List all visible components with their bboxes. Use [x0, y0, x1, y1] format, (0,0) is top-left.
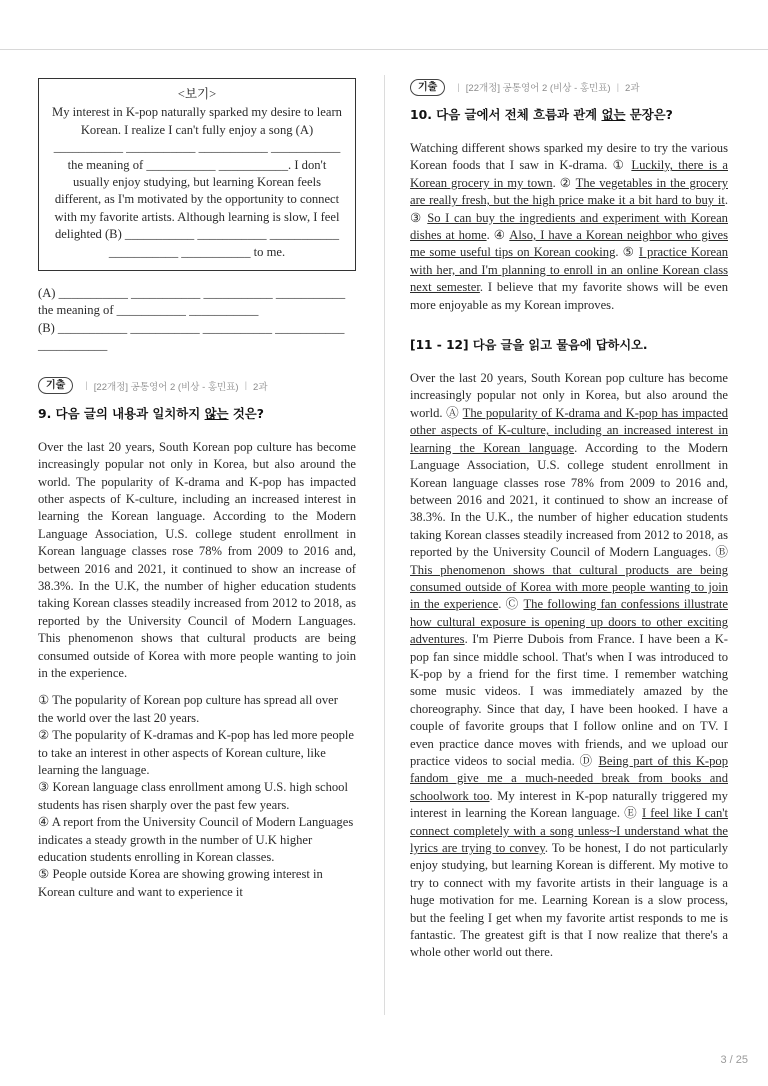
q11-text-6: . To be honest, I do not particularly enjoy studying, but learning Korean is different. My motive to try to connect with my favorite artists in their language is a huge motivation for me. Learning Korean is a slow process, but the feeling I get when my favorite artist responds to me is fantastic. The greatest gift is that I now realize that there's a whole other world out there. [410, 841, 728, 960]
q9-tag-source: [22개정] 공통영어 2 (비상 - 홍민표) [93, 381, 239, 393]
q10-text-4: . ④ [486, 228, 510, 243]
q10-underlined-5: I practice Korean with her, and I'm planning to enroll in an online Korean class next semester [410, 245, 728, 295]
tag-separator: | [616, 81, 620, 93]
q9-title-underlined: 않는 [204, 405, 229, 421]
q9-tag [38, 377, 356, 395]
q9-option-3: ③ Korean language class enrollment among U.S. high school students has risen sharply over the past few years. [38, 780, 348, 812]
q9-option-2: ② The popularity of K-dramas and K-pop has led more people to take an interest in other aspects of Korean culture, like learning the language. [38, 728, 355, 777]
q10-tag-label: 기출 [410, 79, 445, 96]
q9-title [38, 404, 356, 422]
q10-tag-lesson: 2과 [625, 83, 640, 94]
q10-underlined-4: Also, I have a Korean neighbor who gives me some useful tips on Korean cooking [410, 228, 728, 260]
q11-text-3: . Ⓒ [498, 597, 524, 612]
q10-text-2: . ② [552, 175, 576, 190]
q11-underlined-a: The popularity of K-drama and K-pop has impacted other aspects of K-culture, including an increased interest in learning the Korean language [410, 405, 728, 455]
q10-title-underlined: 없는 [601, 107, 626, 122]
q10-text-6: . I believe that my favorite shows will be even more enjoyable as my Korean improves. [410, 280, 728, 312]
answer-line-b: (B) ___________ ___________ ___________ ___________ ___________ [38, 320, 345, 353]
q11-text-4: . I'm Pierre Dubois from France. I have been a K-pop fan since middle school. That's when I was introduced to K-pop by a friend for the first time. I remember watching some music videos. I was immediately amazed by the choreography. Since that day, I have been hooked. I have a couple of favorite groups that I follow online and on TV. I even practice dance moves with friends, and we upload our practice videos to social media. Ⓓ [410, 632, 728, 768]
q11-underlined-b: This phenomenon shows that cultural products are being consumed outside of Korea with more people wanting to join in the experience [410, 562, 728, 612]
q10-text-5: . ⑤ [615, 245, 639, 260]
q11-text-2: . According to the Modern Language Association, U.S. college student enrollment in Korean language classes rose 78% from 2009 to 2016 and, between 2016 and 2021, it continued to show an increase of 38.3%. In the U.K., the number of higher education students taking Korean classes steadily increased from 2012 to 2018, as reported by the University Council of Modern Languages. Ⓑ [410, 440, 728, 560]
left-column [38, 78, 356, 901]
q11-text-1: Over the last 20 years, South Korean pop culture has become increasingly popular not only in Korea, but also around the world. Ⓐ [410, 371, 728, 420]
q10-title-suffix: 문장은? [625, 107, 673, 122]
tag-separator: | [244, 380, 248, 392]
q10-underlined-1: Luckily, there is a Korean grocery in my town [410, 158, 728, 190]
page-number: 3 / 25 [720, 1054, 748, 1066]
q9-options [38, 692, 356, 901]
tag-separator: | [457, 81, 460, 93]
q10-tag [410, 78, 728, 96]
q9-title-suffix: 것은? [228, 405, 264, 421]
q10-title [410, 105, 728, 123]
right-column [410, 78, 728, 962]
column-divider [384, 75, 385, 1015]
q10-passage [410, 140, 728, 314]
q10-title-prefix: 10. 다음 글에서 전체 흐름과 관계 [410, 107, 602, 122]
q11-underlined-c: The following fan confessions illustrate how cultural exposure is opening up doors to other exciting adventures [410, 597, 729, 647]
q9-option-5: ⑤ People outside Korea are showing growing interest in Korean culture and want to experience it [38, 867, 323, 899]
q10-underlined-2: The vegetables in the grocery are really fresh, but the high price make it a bit hard to buy it [410, 175, 728, 208]
q10-underlined-3: So I can buy the ingredients and experiment with Korean dishes at home [410, 210, 728, 243]
q11-underlined-e: I feel like I can't connect completely with a song unless~I understand what the lyrics are trying to convey [410, 806, 729, 856]
tag-separator: | [85, 380, 88, 392]
q9-tag-label: 기출 [38, 377, 73, 394]
header-rule [0, 49, 768, 50]
bogi-title: <보기> [177, 87, 217, 101]
q11-12-header: [11 - 12] 다음 글을 읽고 물음에 답하시오. [410, 338, 648, 353]
bogi-text: My interest in K-pop naturally sparked my desire to learn Korean. I realize I can't fully enjoy a song (A) ___________ ___________ ___________ ___________ the meaning of ___________ ___________. I don't usually enjoy studying, but learning Korean feels different, as I'm motivated by the opportunity to connect with my favorite artists. Although learning is slow, I feel delighted (B) ___________ ___________ ___________ ___________ ___________ to me. [52, 105, 342, 259]
q10-text-1: Watching different shows sparked my desire to try the various Korean foods that I saw in K-drama. ① [410, 141, 728, 173]
q11-12-passage [410, 370, 728, 962]
q10-text-3: . ③ [410, 193, 728, 225]
q11-text-5: . My interest in K-pop naturally triggered my interest in learning the Korean language. Ⓔ [410, 788, 728, 821]
q9-title-prefix: 9. 다음 글의 내용과 일치하지 [38, 405, 205, 421]
answer-line-a: (A) ___________ ___________ ___________ ___________ the meaning of ___________ ___________ [38, 286, 346, 318]
bogi-box [38, 78, 356, 271]
q11-underlined-d: Being part of this K-pop fandom give me a much-needed break from books and schoolwork too [410, 754, 728, 803]
q9-passage: Over the last 20 years, South Korean pop culture has become increasingly popular not only in Korea, but also around the world. The popularity of K-drama and K-pop has impacted other aspects of K-culture, including an increased interest in learning the Korean language. According to the Modern Language Association, U.S. college student enrollment in Korean language classes rose 78% from 2009 to 2016 and, between 2016 and 2021, it continued to show an increase of 38.3%. In the U.K, the number of higher education students taking Korean classes steadily increased from 2012 to 2018, as reported by the University Council of Modern Languages. This phenomenon shows that cultural products are being consumed outside of Korea with more people wanting to join in the experience. [38, 439, 356, 680]
q10-tag-source: [22개정] 공통영어 2 (비상 - 홍민표) [465, 83, 611, 94]
q9-option-1: ① The popularity of Korean pop culture has spread all over the world over the last 20 years. [38, 693, 338, 725]
q9-tag-lesson: 2과 [253, 381, 268, 393]
q9-option-4: ④ A report from the University Council of Modern Languages indicates a steady growth in the number of U.K higher education students enrolling in Korean classes. [38, 815, 354, 865]
